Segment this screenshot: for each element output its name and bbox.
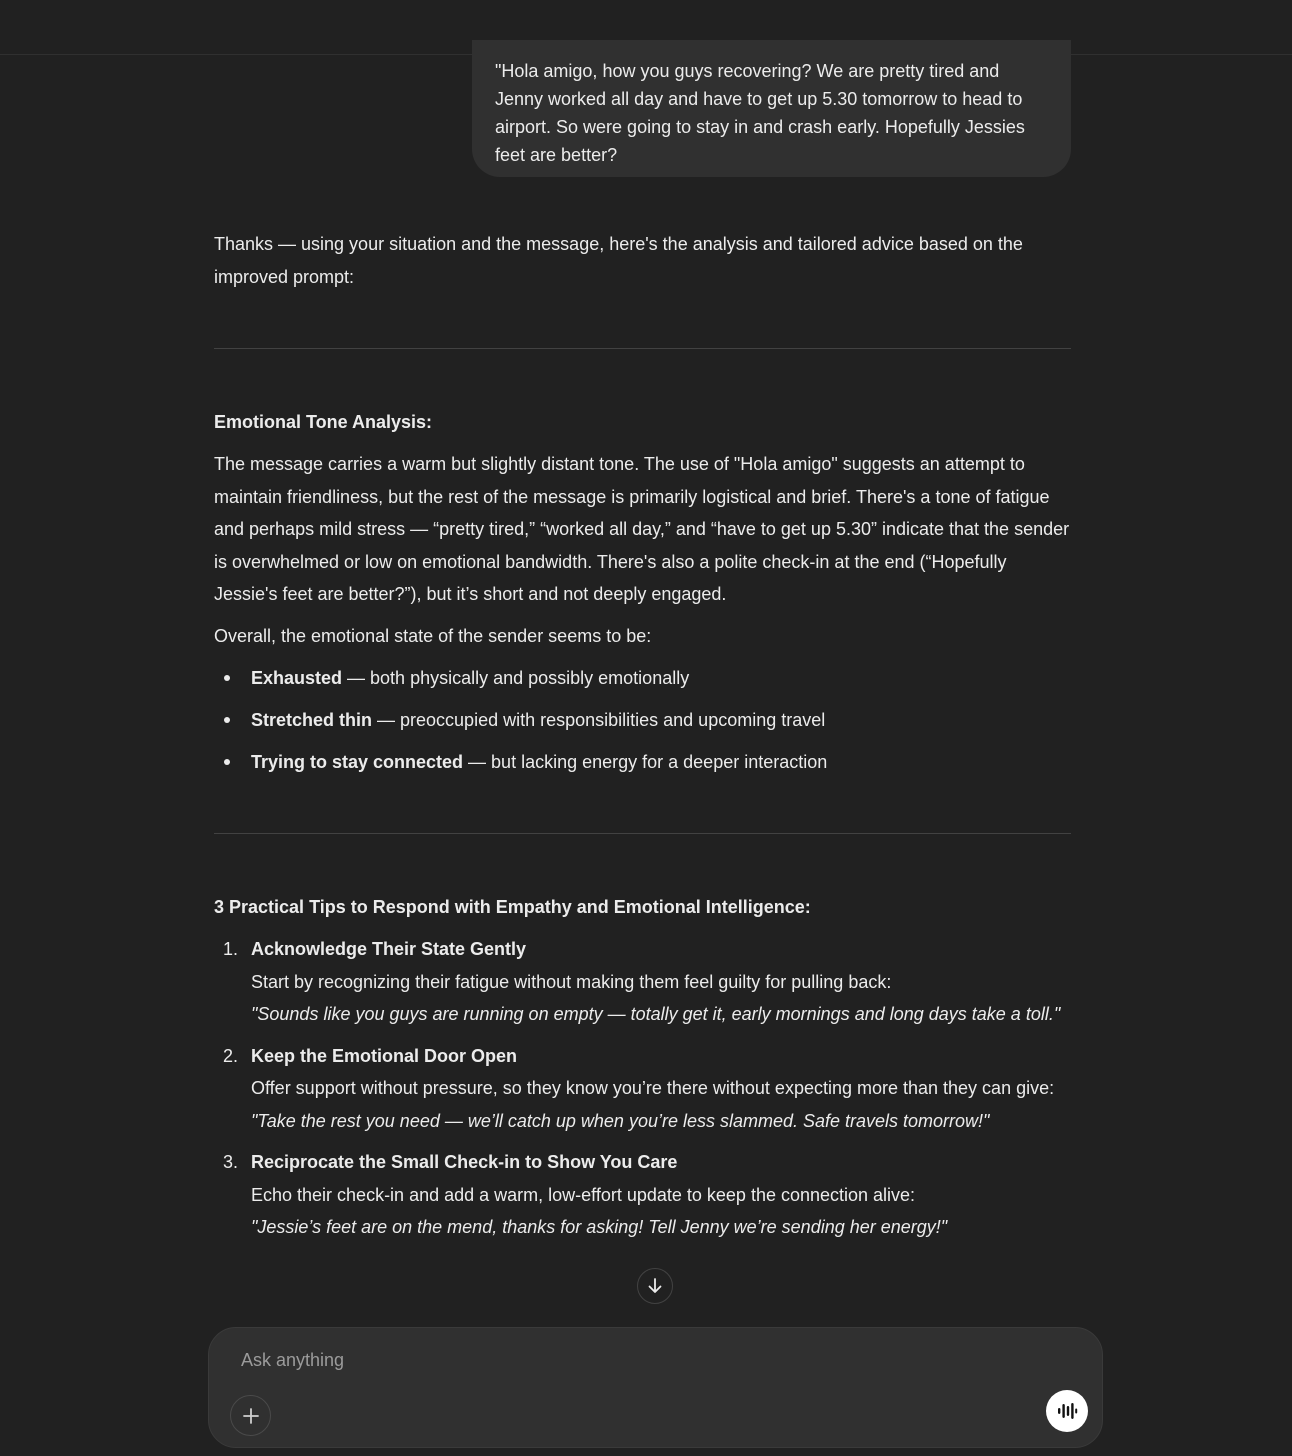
- tip-number: 1.: [223, 939, 239, 959]
- user-message-text: "Hola amigo, how you guys recovering? We are pretty tired and Jenny worked all day and have to get up 5.30 tomorrow to head to airport. So were going to stay in and crash early. Hopefully Jessies feet are better?: [495, 61, 1025, 165]
- bullet-rest: — preoccupied with responsibilities and upcoming travel: [372, 710, 826, 730]
- bullet-bold: Stretched thin: [251, 710, 373, 730]
- tip-quote: "Take the rest you need — we’ll catch up when you’re less slammed. Safe travels tomorrow!": [251, 1110, 990, 1131]
- tip-item: [214, 933, 1074, 1031]
- overall-text: Overall, the emotional state of the sender seems to be:: [214, 626, 652, 646]
- emotional-state-list: [214, 664, 1074, 790]
- chat-composer: [208, 1327, 1103, 1448]
- bullet-rest: — both physically and possibly emotionally: [342, 668, 690, 688]
- list-item: [214, 664, 1074, 706]
- list-item: [214, 706, 1074, 748]
- tip-item: [214, 1146, 1074, 1244]
- arrow-down-icon: [646, 1277, 664, 1295]
- tone-paragraph: The message carries a warm but slightly distant tone. The use of "Hola amigo" suggests an attempt to maintain friendliness, but the rest of the message is primarily logistical and brief. There's a tone of fatigue and perhaps mild stress — “pretty tired,” “worked all day,” and “have to get up 5.30” indicate that the sender is overwhelmed or low on emotional bandwidth. There's also a polite check-in at the end (“Hopefully Jessie's feet are better?”), but it’s short and not deeply engaged.: [214, 454, 1070, 604]
- scroll-to-bottom-button[interactable]: [637, 1268, 673, 1304]
- bullet-bold: Exhausted: [251, 668, 343, 688]
- voice-mode-button[interactable]: [1046, 1390, 1088, 1432]
- list-item: [214, 748, 1074, 790]
- tip-number: 3.: [223, 1152, 239, 1172]
- bullet-dot: [224, 717, 230, 723]
- user-message-bubble: [472, 40, 1071, 177]
- attach-button[interactable]: [230, 1395, 271, 1436]
- tip-title: Keep the Emotional Door Open: [251, 1045, 518, 1066]
- tip-item: [214, 1040, 1074, 1138]
- tip-description: Offer support without pressure, so they know you’re there without expecting more than they can give:: [251, 1078, 1055, 1098]
- tip-description: Start by recognizing their fatigue without making them feel guilty for pulling back:: [251, 971, 892, 992]
- divider: [214, 348, 1071, 349]
- divider: [214, 833, 1071, 834]
- tips-list: [214, 933, 1074, 1244]
- tip-number: 2.: [223, 1045, 239, 1066]
- tip-title: Acknowledge Their State Gently: [251, 939, 527, 959]
- tip-quote: "Sounds like you guys are running on empty — totally get it, early mornings and long days take a toll.": [251, 1004, 1061, 1024]
- assistant-intro: [214, 228, 1074, 293]
- message-input[interactable]: Ask anything: [241, 1350, 345, 1370]
- tip-title: Reciprocate the Small Check-in to Show You Care: [251, 1152, 678, 1172]
- bullet-dot: [224, 675, 230, 681]
- tips-section-title: 3 Practical Tips to Respond with Empathy and Emotional Intelligence:: [214, 897, 811, 917]
- tip-quote: "Jessie’s feet are on the mend, thanks for asking! Tell Jenny we’re sending her energy!": [251, 1217, 948, 1237]
- tone-section-title: Emotional Tone Analysis:: [214, 412, 433, 432]
- bullet-dot: [224, 759, 230, 765]
- tip-description: Echo their check-in and add a warm, low-effort update to keep the connection alive:: [251, 1184, 916, 1205]
- plus-icon: [242, 1407, 260, 1425]
- bullet-bold: Trying to stay connected: [251, 752, 464, 772]
- intro-text: Thanks — using your situation and the message, here's the analysis and tailored advice based on the improved prompt:: [214, 234, 1023, 287]
- voice-mode-icon: [1056, 1401, 1078, 1421]
- bullet-rest: — but lacking energy for a deeper interaction: [463, 752, 828, 772]
